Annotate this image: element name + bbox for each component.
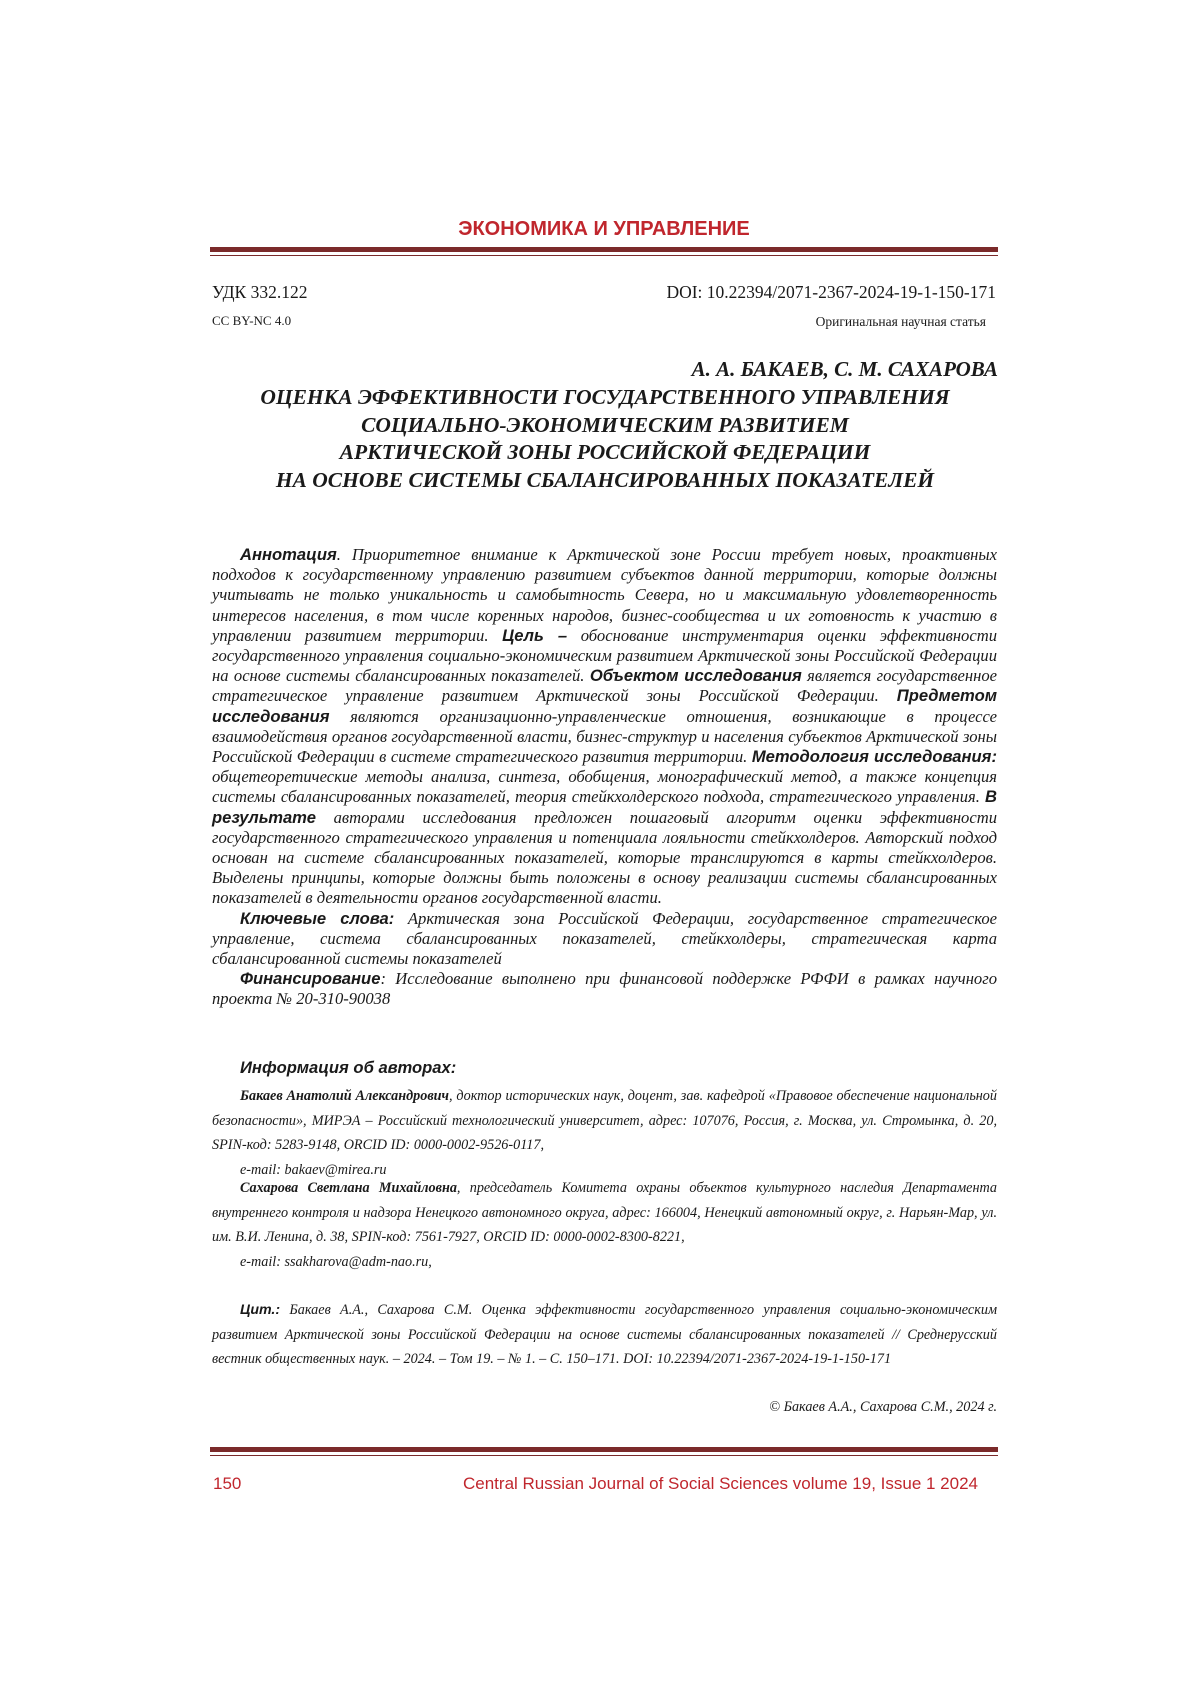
author-1-details: , доктор исторических наук, доцент, зав. кафедрой «Правовое обеспечение национальной безопасности», МИРЭА – Российский технологический университет, адрес: 107076, Россия, г. Москва, ул. Стромынка, д. 20, SPIN-код: 5283-9148, ORCID ID: 0000-0002-9526-0117,: [212, 1088, 997, 1153]
keywords-label: Ключевые слова:: [240, 908, 395, 928]
keywords: [212, 909, 997, 970]
article-type: Оригинальная научная статья: [815, 314, 986, 329]
abstract: [212, 545, 997, 909]
article-authors: [692, 357, 998, 382]
author-2-email[interactable]: e-mail: ssakharova@adm-nao.ru,: [240, 1253, 432, 1270]
abstract-text: обоснование инструментария оценки эффективности государственного управления социально-экономическим развитием Арктической зоны Российской Федерации на основе системы сбалансированных показателей.: [212, 625, 998, 686]
title-line: АРКТИЧЕСКОЙ ЗОНЫ РОССИЙСКОЙ ФЕДЕРАЦИИ: [339, 440, 871, 464]
author-2-details: , председатель Комитета охраны объектов культурного наследия Департамента внутреннего контроля и надзора Ненецкого автономного округа, адрес: 166004, Ненецкий автономный округ, г. Нарьян-Мар, ул. им. В.И. Ленина, д. 38, SPIN-код: 7561-7927, ORCID ID: 0000-0002-8300-8221,: [212, 1180, 997, 1245]
keywords-text: Арктическая зона Российской Федерации, государственное стратегическое управление, система сбалансированных показателей, стейкхолдеры, стратегическая карта сбалансированной системы показателей: [212, 908, 997, 969]
author-2-info: [212, 1176, 997, 1274]
funding-text: : Исследование выполнено при финансовой поддержке РФФИ в рамках научного проекта № 20-310-90038: [212, 969, 997, 1009]
funding: [212, 969, 997, 1009]
author-2-paragraph: [212, 1176, 997, 1250]
footer-rule-thin: [210, 1455, 998, 1456]
methodology-label: Методология исследования:: [751, 747, 997, 767]
citation: [212, 1298, 997, 1372]
citation-text: Бакаев А.А., Сахарова С.М. Оценка эффективности государственного управления социально-экономическим развитием Арктической зоны Российской Федерации на основе системы сбалансированных показателей // Среднерусский вестник общественных наук. – 2024. – Том 19. – № 1. – С. 150–171. DOI: 10.22394/2071-2367-2024-19-1-150-171: [212, 1302, 997, 1367]
page-number: 150: [213, 1474, 242, 1493]
abstract-label: Аннотация: [240, 545, 337, 564]
copyright: © Бакаев А.А., Сахарова С.М., 2024 г.: [769, 1399, 997, 1415]
author-1-email[interactable]: e-mail: bakaev@mirea.ru: [240, 1161, 387, 1178]
author-1-paragraph: [212, 1084, 997, 1158]
udk-code: УДК 332.122: [212, 282, 308, 302]
doi[interactable]: DOI: 10.22394/2071-2367-2024-19-1-150-171: [666, 282, 996, 302]
result-label: В результате: [212, 787, 997, 827]
abstract-section: [212, 545, 997, 1010]
license: CC BY-NC 4.0: [212, 313, 292, 328]
abstract-text: общетеоретические методы анализа, синтеза, обобщения, монографический метод, а также концепция системы сбалансированных показателей, теория стейкхолдерского подхода, стратегического управления.: [212, 767, 997, 807]
author-1: А. А. БАКАЕВ: [691, 357, 824, 381]
goal-label: Цель –: [502, 625, 568, 645]
abstract-text: являются организационно-управленческие отношения, возникающие в процессе взаимодействия органов государственной власти, бизнес-структур и населения субъектов Арктической зоны Российской Федерации в системе стратегического развития территории.: [212, 706, 997, 767]
authors-separator: ,: [823, 357, 835, 381]
funding-label: Финансирование: [240, 969, 381, 989]
title-line: ОЦЕНКА ЭФФЕКТИВНОСТИ ГОСУДАРСТВЕННОГО УПРАВЛЕНИЯ: [260, 385, 950, 409]
citation-label: Цит.:: [240, 1302, 281, 1318]
object-label: Объектом исследования: [589, 666, 802, 686]
subject-label: Предметом исследования: [212, 686, 997, 726]
article-title: [230, 384, 980, 494]
author-1-name: Бакаев Анатолий Александрович: [240, 1088, 449, 1104]
author-1-info: [212, 1084, 997, 1182]
abstract-text: авторами исследования предложен пошаговый алгоритм оценки эффективности государственного стратегического управления и потенциала лояльности стейкхолдеров. Авторский подход основан на системе сбалансированных показателей, которые транслируются в карты стейкхолдеров. Выделены принципы, которые должны быть положены в основу реализации системы сбалансированных показателей в деятельности органов государственной власти.: [212, 807, 997, 908]
footer-rule-thick: [210, 1447, 998, 1452]
author-2: С. М. САХАРОВА: [834, 357, 998, 381]
author-2-name: Сахарова Светлана Михайловна: [240, 1180, 457, 1196]
abstract-text: . Приоритетное внимание к Арктической зоне России требует новых, проактивных подходов к государственному управлению развитием субъектов данной территории, которые должны учитывать не только уникальность и самобытность Севера, но и максимальную удовлетворенность интересов населения, в том числе коренных народов, бизнес-сообщества и их готовность к участию в управлении развитием территории.: [212, 545, 997, 645]
header-rule-thin: [210, 255, 998, 256]
header-rule-thick: [210, 247, 998, 252]
title-line: СОЦИАЛЬНО-ЭКОНОМИЧЕСКИМ РАЗВИТИЕМ: [361, 412, 849, 437]
section-title: ЭКОНОМИКА И УПРАВЛЕНИЕ: [458, 218, 750, 240]
authors-info-heading: Информация об авторах:: [240, 1058, 457, 1077]
abstract-text: является государственное стратегическое управление развитием Арктической зоны Российской Федерации.: [212, 666, 997, 706]
title-line: НА ОСНОВЕ СИСТЕМЫ СБАЛАНСИРОВАННЫХ ПОКАЗАТЕЛЕЙ: [275, 467, 935, 492]
journal-name: Central Russian Journal of Social Sciences volume 19, Issue 1 2024: [463, 1474, 979, 1493]
